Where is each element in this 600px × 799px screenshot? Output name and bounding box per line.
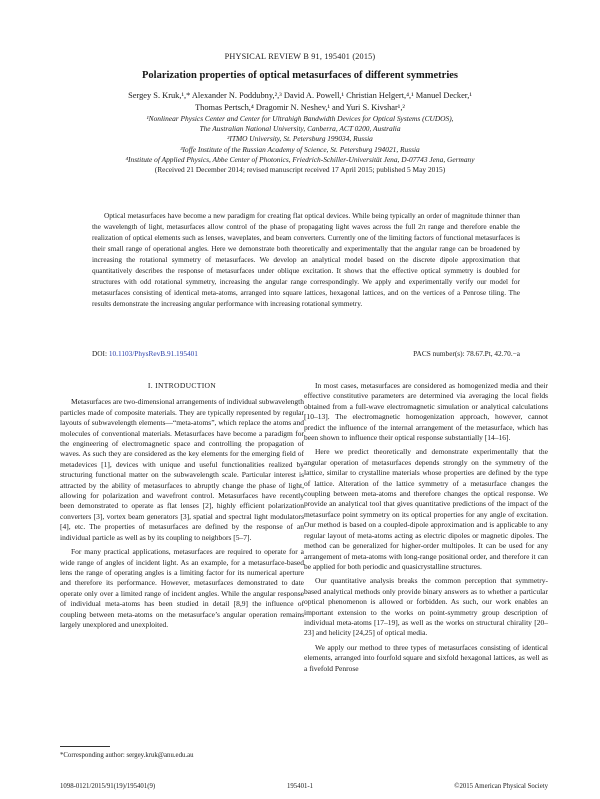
- pacs-numbers: PACS number(s): 78.67.Pt, 42.70.−a: [413, 349, 520, 358]
- corresponding-author-footnote: *Corresponding author: sergey.kruk@anu.edu.au: [60, 752, 194, 759]
- abstract: Optical metasurfaces have become a new paradigm for creating flat optical devices. While being typically an order of magnitude thinner than the wavelength of light, metasurfaces allow control of the phase of propagating light waves across the full 2π range and therefore enable the realization of optical elements such as lenses, waveplates, and beam converters. Currently one of the limiting factors of functional metasurfaces is their small range of operational angles. Here we demonstrate both theoretically and experimentally that the angular range can be broadened by increasing the rotational symmetry of metasurfaces. We develop an analytical model based on the discrete dipole approximation that quantitatively describes the response of metasurfaces under oblique excitation. It shows that the effective optical symmetry is doubled for structures with odd rotational symmetry, increasing the angular range correspondingly. We apply and experimentally verify our model for metasurfaces consisting of identical meta-atoms, arranged into square lattices, hexagonal lattices, and on the vertices of a Penrose tiling. The results demonstrate the increasing angular performance with increasing rotational symmetry.: [92, 211, 520, 308]
- footer-page-number: 195401-1: [286, 783, 314, 790]
- footer-copyright: ©2015 American Physical Society: [454, 783, 548, 790]
- paragraph: We apply our method to three types of metasurfaces consisting of identical elements, arranged into fourfold square and sixfold hexagonal lattices, as well as a fivefold Penrose: [304, 642, 548, 673]
- authors-line-2: Thomas Pertsch,⁴ Dragomir N. Neshev,¹ and Yuri S. Kivshar¹,²: [195, 102, 405, 112]
- affiliation-3: ³Ioffe Institute of the Russian Academy of Science, St. Petersburg 194021, Russia: [180, 144, 420, 154]
- affiliation-2: ²ITMO University, St. Petersburg 199034, Russia: [227, 134, 373, 144]
- paragraph: For many practical applications, metasurfaces are required to operate for a wide range of angles of incident light. As an example, for a metasurface-based lens the range of operating angles is a limiting factor for its numerical aperture and therefore its performance. However, metasurfaces demonstrated to date operate only over a limited range of incident angles. While the angular response of individual meta-atoms has been studied in detail [8,9] the influence of coupling between meta-atoms on the metasurface’s angular operation remains largely unexplored and unexploited.: [60, 547, 304, 629]
- affiliations: [30, 114, 570, 175]
- section-heading: I. INTRODUCTION: [147, 381, 217, 390]
- paper-title: Polarization properties of optical metasurfaces of different symmetries: [142, 70, 458, 81]
- authors-line-1: Sergey S. Kruk,¹,* Alexander N. Poddubny,²,³ David A. Powell,¹ Christian Helgert,⁴,¹ Manuel Decker,¹: [128, 91, 472, 100]
- affiliation-1b: The Australian National University, Canberra, ACT 0200, Australia: [199, 124, 401, 134]
- footer-issn: 1098-0121/2015/91(19)/195401(9): [60, 783, 156, 790]
- author-list: [40, 90, 560, 113]
- affiliation-4: ⁴Institute of Applied Physics, Abbe Center of Photonics, Friedrich-Schiller-Universität Jena, D-07743 Jena, Germany: [125, 154, 475, 164]
- doi-link[interactable]: 10.1103/PhysRevB.91.195401: [108, 349, 198, 358]
- doi-line: [92, 349, 198, 358]
- doi-label: DOI:: [92, 349, 107, 358]
- journal-header: PHYSICAL REVIEW B 91, 195401 (2015): [224, 52, 376, 61]
- received-dates: (Received 21 December 2014; revised manuscript received 17 April 2015; published 5 May 2015): [154, 165, 446, 175]
- paragraph: Our quantitative analysis breaks the common perception that symmetry-based analytical methods only provide binary answers as to whether a particular optical phenomenon is allowed or forbidden. As such, our work enables an important extension to the works on point-symmetry group description of individual meta-atoms [17–19], as well as the works on structural chirality [20–23] and helicity [24,25] of optical media.: [304, 576, 548, 638]
- paragraph: Metasurfaces are two-dimensional arrangements of individual subwavelength particles made of composite materials. They are typically represented by regular layouts of subwavelength elements—“meta-atoms”, which replace the atoms and molecules of conventional materials. Metasurfaces have become a paradigm for the engineering of electromagnetic space and controlling the propagation of waves. As such they are considered as the key elements for the emerging field of metadevices [1], devices with unique and useful functionalities realized by structuring functional matter on the subwavelength scale. Particular interest is attracted by the ability of metasurfaces to abruptly change the phase of light, allowing for polarization and wavefront control. Metasurfaces have recently been demonstrated to operate as flat lenses [2], highly efficient polarization converters [3], vortex beam generators [3], spatial and spectral light modulators [4], etc. The properties of metasurfaces are defined by the response of an individual particle as well as by its coupling to neighbors [5–7].: [60, 397, 304, 542]
- affiliation-1a: ¹Nonlinear Physics Center and Center for Ultrahigh Bandwidth Devices for Optical Systems (CUDOS),: [146, 114, 454, 123]
- column-left: [60, 381, 304, 634]
- paragraph: In most cases, metasurfaces are considered as homogenized media and their effective constitutive parameters are determined via averaging the local fields obtained from a full-wave electromagnetic simulation or analytical calculations [10–13]. The electromagnetic homogenization approach, however, cannot predict the influence of the internal arrangement of the metasurface, which has been shown to influence their optical response substantially [14–16].: [304, 381, 548, 443]
- column-right: [304, 381, 548, 678]
- paragraph: Here we predict theoretically and demonstrate experimentally that the angular operation of metasurfaces depends strongly on the symmetry of the lattice, similar to crystalline materials whose properties are defined by the type of lattice. Alteration of the lattice symmetry of a metasurface changes the coupling between meta-atoms and therefore changes the optical response. We provide an analytical tool that gives quantitative predictions of the impact of the metasurface point symmetry on its optical properties for any angle of excitation. Our method is based on a coupled-dipole approximation and is applicable to any regular layout of meta-atoms acting as electric dipoles or magnetic dipoles. The method can be generalized for higher-order multipoles. It can be used for any arrangement of meta-atoms with long-range positional order, and therefore it can be applied for both periodic and quasicrystalline structures.: [304, 447, 548, 571]
- footnote-divider: [60, 746, 110, 747]
